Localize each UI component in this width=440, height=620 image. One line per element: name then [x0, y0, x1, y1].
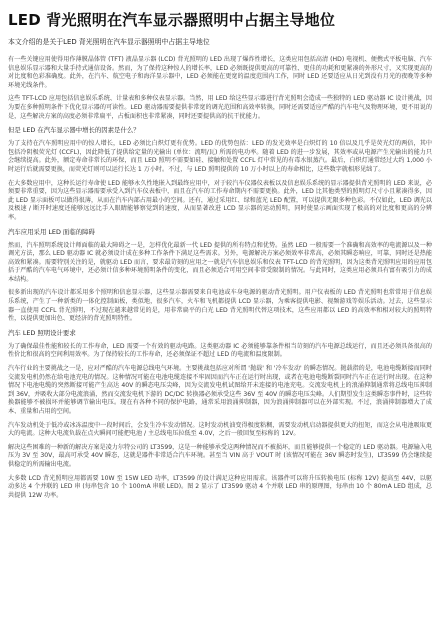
paragraph-lt3599-solution: 解决这些困难的一种新的解决方案是凌力尔特公司的 LT3599，这是一种能够承受这两种情况而不被损坏，而且能够提供一个稳定的 LED 驱动器。电源输入电压为 3V 至 30V，最高可承受 40V 瞬态，这就是器件非常适合汽车环境。甚至当 VIN 高于 VOUT 时 (该情况可能在 36V 瞬态时发生)，LT3599 仍会继续提供稳定的所需输出电流。: [8, 443, 432, 468]
article-intro: 本文介绍的是关于LED 背光照明在汽车显示器照明中占据主导地位: [8, 38, 210, 46]
paragraph-long-life: 在大多数应用中，这种长运行寿命使 LED 能够永久性地嵌入到最终应用中，对于较汽车仪器仪表板以及信息娱乐系统的显示器提供背光照明的 LED 来说，必须要非常重要，因为这些显示器需要承受入到汽车仪表板中，而且在汽车的工作寿命期内不需要更换。此外，LED 比其他类型的照明灯尺寸小且紧凑得多，因此 LED 显示面板可以做得很薄，从而在汽车内部占用最小的空间。还有，通过采用红、绿和蓝光 LED 配置，可以提供无限多种色彩。不仅如此，LED 调光以及极速 / 断开时速度还能够远远比手入眼睛能够察觉到的速度，从而显著改进 LCD 显示器的运动照明，同时使显示画面实现了极高的对比度和更高的分辨率。: [8, 179, 432, 221]
article-title: LED 背光照明在汽车显示器照明中占据主导地位: [8, 11, 336, 29]
paragraph-design-challenges: 然而，汽车照明系统设计师面临的最大障碍之一是，怎样优化最新一代 LED 提供的所有特点和优势。虽然 LED 一般需要一个准确和高效率的电流源以及一种调光方法，那么 LED 驱动器 IC 就必须设计成在多种工作条件下满足这些需求。另外，电源解决方案必须效率非常高，必须其瞬态响应，可靠，同时还是热能高效和紧凑。需要特别关注的是，就驱动 LED 而言，要求最苛刻的应用之一就是汽车信息娱乐和仪表 TFT-LCD 的背光照明，因为这类背光照明应用的应用包括于严酷的汽车电气环境中，还必须计信多种环境照明条件的变化，而且必须适合可用空间非常受限制的情况。与此同时，这类应用必须具有富有吸引力的成本结构。: [8, 241, 432, 283]
paragraph-new-designs: 很多新出现的汽车设计都采用多个照明和信息显示器，这些显示器需要来自电池或车身电源的驱动背光照明。用户仪表板的 LED 背光照明也常常用于信息娱乐系统，产生了一种新类的一体化控制面板，类似地，很多汽车，火车和飞机都提供 LCD 显示器，为乘客提供电影、视频游戏等娱乐活动。过去，这些显示器一直使用 CCFL 背光照明，不过现在越来越常见的是，用非常扁平的白光 LED 背光照明代替这项技术，这些应用都以 LED 的高效率和相对较大的照明特性，以提供更加出色、更经济的背光照明特性。: [8, 289, 432, 323]
paragraph-lt3599-power: 大多数 LCD 背光照明应用都需要 10W 至 15W LED 功率，LT3599 的设计满足这种应用需求。该器件可以将升压转换电压 (标称 12V) 提高至 44V，以驱动多达 4 个并联的 LED 串 (每串包含 10 个 100mA 串联 LED)。图 2 显示了 LT3599 驱动 4 个并联 LED 串的原理图，每串由 10 个 80mA LED 组成，总共提供 12W 功率。: [8, 474, 432, 499]
section-heading-design-requirements: 汽车 LED 照明设计要求: [8, 328, 76, 337]
paragraph-intro-led-growth: 有一些关键应用使得用作薄膜晶体管 (TFT) 液晶显示器 (LCD) 背光照明的 LED 出现了爆炸性增长，这类应用包括高清 (HD) 电视机、便携式平板电脑、汽车信息娱乐显示器和大量手持式通信设备。然而，为了保持这种惊人的增长率，LED 必须既提供更高的可靠性、更佳的功耗和更紧凑的外形尺寸，又实现更高的对比度和色彩准确度。此外，在汽车、航空电子和海洋显示器中，LED 必须能在更宽的温度范围内工作，同时 LED 还要适应从日光到没有月光的夜晚等多种环境光线条件。: [8, 56, 432, 89]
paragraph-tft-lcd-applications: 这些 TFT-LCD 应用包括信息娱乐系统、计量表和多种仪表显示器。当然，用 LED 给这些显示器进行背光照明会造成一些独特的 LED 驱动器 IC 设计挑战，因为要在多种照明条件下优化显示器的可读性。LED 驱动器需要提供非常宽的调光范围和高效率转换，同时还需要适应严酷的汽车电气及物理环境，更不用说的是，这些解决方案的高度必须非常扁平，占板面积也非常紧凑，同时还要提供高的抗干扰能力。: [8, 95, 432, 120]
paragraph-driver-requirements: 为了确保最佳性能和较长的工作寿命，LED 需要一个有效的驱动电路。这类驱动器 IC 必须能够靠条件相当苛刻的汽车电源总线运行，而且还必须具备很高的性价比和很高的空间利用效率。为了保持较长的工作寿命，还必须保证不超过 LED 的电流和温度限制。: [8, 342, 432, 359]
section-heading-obstacles: 汽车应用采用 LED 面临的障碍: [8, 227, 95, 236]
paragraph-load-dump: 汽车行业的主要挑战之一是，应对严酷的汽车电源总线电气环境。主要挑战包括应对所谓 '抛载' 和 '冷车发动' 的瞬态情况。抛载指的是，电池电缆断接而同时交流发电机仍然在给电池充电的情况。这种情况可能在电池电缆连接不牢固因而汽车正在运行时出现，或者在电池电缆断裂同时汽车正在运行时出现。在这种情况下电池电缆的突然断接可能产生高达 40V 的瞬态电压尖峰，因为交流发电机试图给开未连接的电池充电。交流发电机上的浪涌抑制通常将总线电压抑制到 36V，并吸收大部分电流浪涌，然而交流发电机下游的 DC/DC 转换器必须承受这些 36V 至 40V 的瞬态电压尖峰。人们期望发生这类瞬态事件时，这些转换器能够不被损坏并能够调节输出电压。现在有各种不同的保护电路，通常采用浪涌抑制器，因为浪涌抑制器可以在外部实现。不过，浪涌抑制器增大了成本、重量和占用的空间。: [8, 365, 432, 415]
paragraph-cold-crank: 汽车发动机处于低冷或冰冻温度中一段时间后，会发生冷车发动情况。这时发动机油变得极度粘稠，需要发动机启动器提供更大的扭矩，而这会从电池吸取更大的电流。这种大电流负载在点火瞬间可能把电池 / 主总线电压拉低至 4.0V，之后一般回复至标称的 12V。: [8, 421, 432, 438]
section-heading-growth-factors: 但是 LED 在汽车显示器中增长的因素是什么？: [8, 126, 140, 135]
paragraph-led-advantages: 为了支持在汽车照明应用中的惊人增长，LED 必须比白炽灯更有优势。LED 的优势包括：LED 的发光效率是白炽灯的 10 倍以及几乎是荧光灯的两倍，其中包括冷阴极荧光灯 (CCFL)，因此降低了提供给定量的光输出 (单位：流明/瓦) 所需的电功率。随着 LED 的进一步发展，其效率或从电源产生光输出的能力只会继续提高。此外，额定寿命非常长的环保，而且 LED 照明不需要如硅、接触和处置 CCFL 灯中常见的有毒水银蒸汽。最后，白炽灯通常经过大约 1,000 小时运行后就需要更换，而荧光灯则可以运行长达 1 万小时。不过，与 LED 照明提供的 10 万小时以上的寿命相比，这些数字就相形见绌了。: [8, 140, 432, 173]
